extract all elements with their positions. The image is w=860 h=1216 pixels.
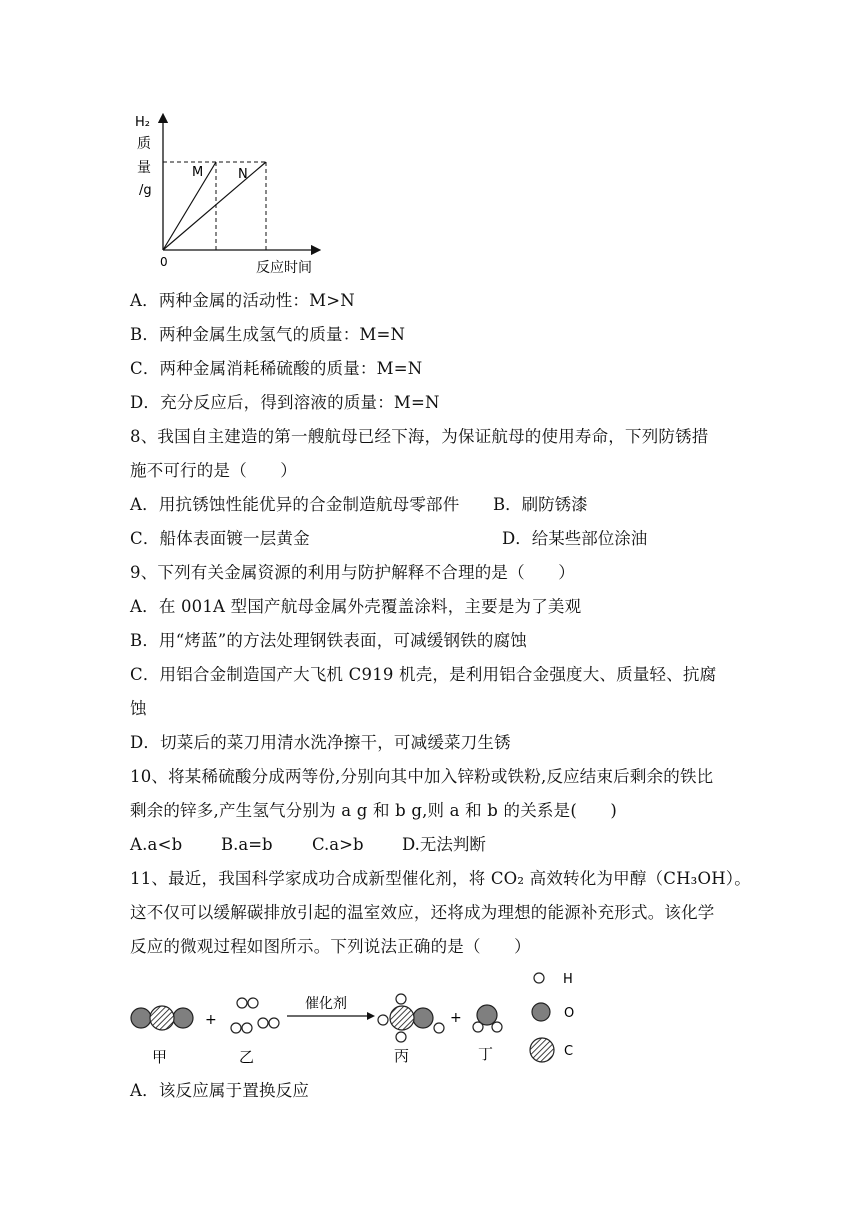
legend-c-label: C [564, 1044, 574, 1059]
origin-label: 0 [160, 255, 168, 269]
legend [530, 972, 574, 1062]
x-axis-label: 反应时间 [256, 260, 312, 276]
q10-stem-line2: 剩余的锌多,产生氢气分别为 a g 和 b g,则 a 和 b 的关系是( ) [130, 801, 617, 820]
y-label-zhi: 质 [137, 136, 151, 152]
q10-stem-line1: 10、将某稀硫酸分成两等份,分别向其中加入锌粉或铁粉,反应结束后剩余的铁比 [130, 767, 714, 786]
molecule-jia-co2 [131, 1006, 193, 1030]
q7-option-a: A．两种金属的活动性：M>N [130, 291, 355, 310]
q9-option-c-line1: C．用铝合金制造国产大飞机 C919 机壳，是利用铝合金强度大、质量轻、抗腐 [130, 665, 717, 684]
molecule-yi-h2 [231, 998, 279, 1033]
q10-option-d: D.无法判断 [402, 835, 486, 854]
q10-option-b: B.a=b [221, 835, 273, 854]
q10-option-c: C.a>b [312, 835, 364, 854]
q11-stem-line3: 反应的微观过程如图所示。下列说法正确的是（ ） [130, 937, 531, 956]
label-jia: 甲 [152, 1048, 168, 1066]
q8-option-d: D．给某些部位涂油 [502, 529, 648, 548]
plus-sign-1: + [205, 1012, 217, 1028]
y-label-unit: /g [139, 183, 152, 198]
q7-option-b: B．两种金属生成氢气的质量：M=N [130, 325, 406, 344]
line-m [163, 162, 216, 250]
catalyst-label: 催化剂 [305, 996, 347, 1012]
q7-option-d: D．充分反应后，得到溶液的质量：M=N [130, 393, 440, 412]
y-label-liang: 量 [137, 160, 151, 176]
line-n [163, 162, 266, 250]
q10-option-a: A.a<b [130, 835, 183, 854]
label-yi: 乙 [239, 1048, 255, 1066]
molecule-bing-methanol [378, 994, 444, 1042]
molecule-ding-water [473, 1005, 502, 1032]
plus-sign-2: + [450, 1010, 462, 1026]
q11-stem-line2: 这不仅可以缓解碳排放引起的温室效应，还将成为理想的能源补充形式。该化学 [130, 903, 715, 922]
reaction-diagram [125, 962, 595, 1072]
legend-h-label: H [563, 972, 573, 987]
line-n-label: N [238, 167, 248, 182]
q9-option-d: D．切菜后的菜刀用清水洗净擦干，可减缓菜刀生锈 [130, 733, 511, 752]
q9-option-c-line2: 蚀 [130, 699, 147, 718]
q9-option-b: B．用“烤蓝”的方法处理钢铁表面，可减缓钢铁的腐蚀 [130, 631, 527, 650]
q8-stem-line2: 施不可行的是（ ） [130, 461, 297, 480]
q9-stem: 9、下列有关金属资源的利用与防护解释不合理的是（ ） [130, 563, 575, 582]
reaction-arrow-head [367, 1012, 375, 1020]
q7-option-c: C．两种金属消耗稀硫酸的质量：M=N [130, 359, 423, 378]
q11-stem-line1: 11、最近，我国科学家成功合成新型催化剂，将 CO₂ 高效转化为甲醇（CH₃OH）。 [130, 869, 751, 888]
y-label-h2: H₂ [135, 115, 150, 130]
q9-option-a: A．在 001A 型国产航母金属外壳覆盖涂料，主要是为了美观 [130, 597, 582, 616]
legend-o-label: O [564, 1006, 575, 1021]
q8-option-c: C．船体表面镀一层黄金 [130, 529, 310, 548]
q8-stem-line1: 8、我国自主建造的第一艘航母已经下海，为保证航母的使用寿命，下列防锈措 [130, 427, 709, 446]
q8-option-a: A．用抗锈蚀性能优异的合金制造航母零部件 [130, 495, 460, 514]
q8-option-b: B．刷防锈漆 [493, 495, 588, 514]
q11-option-a: A．该反应属于置换反应 [130, 1081, 310, 1100]
label-bing: 丙 [394, 1047, 410, 1065]
label-ding: 丁 [478, 1045, 494, 1063]
hydrogen-mass-graph [128, 110, 328, 280]
line-m-label: M [192, 165, 204, 180]
